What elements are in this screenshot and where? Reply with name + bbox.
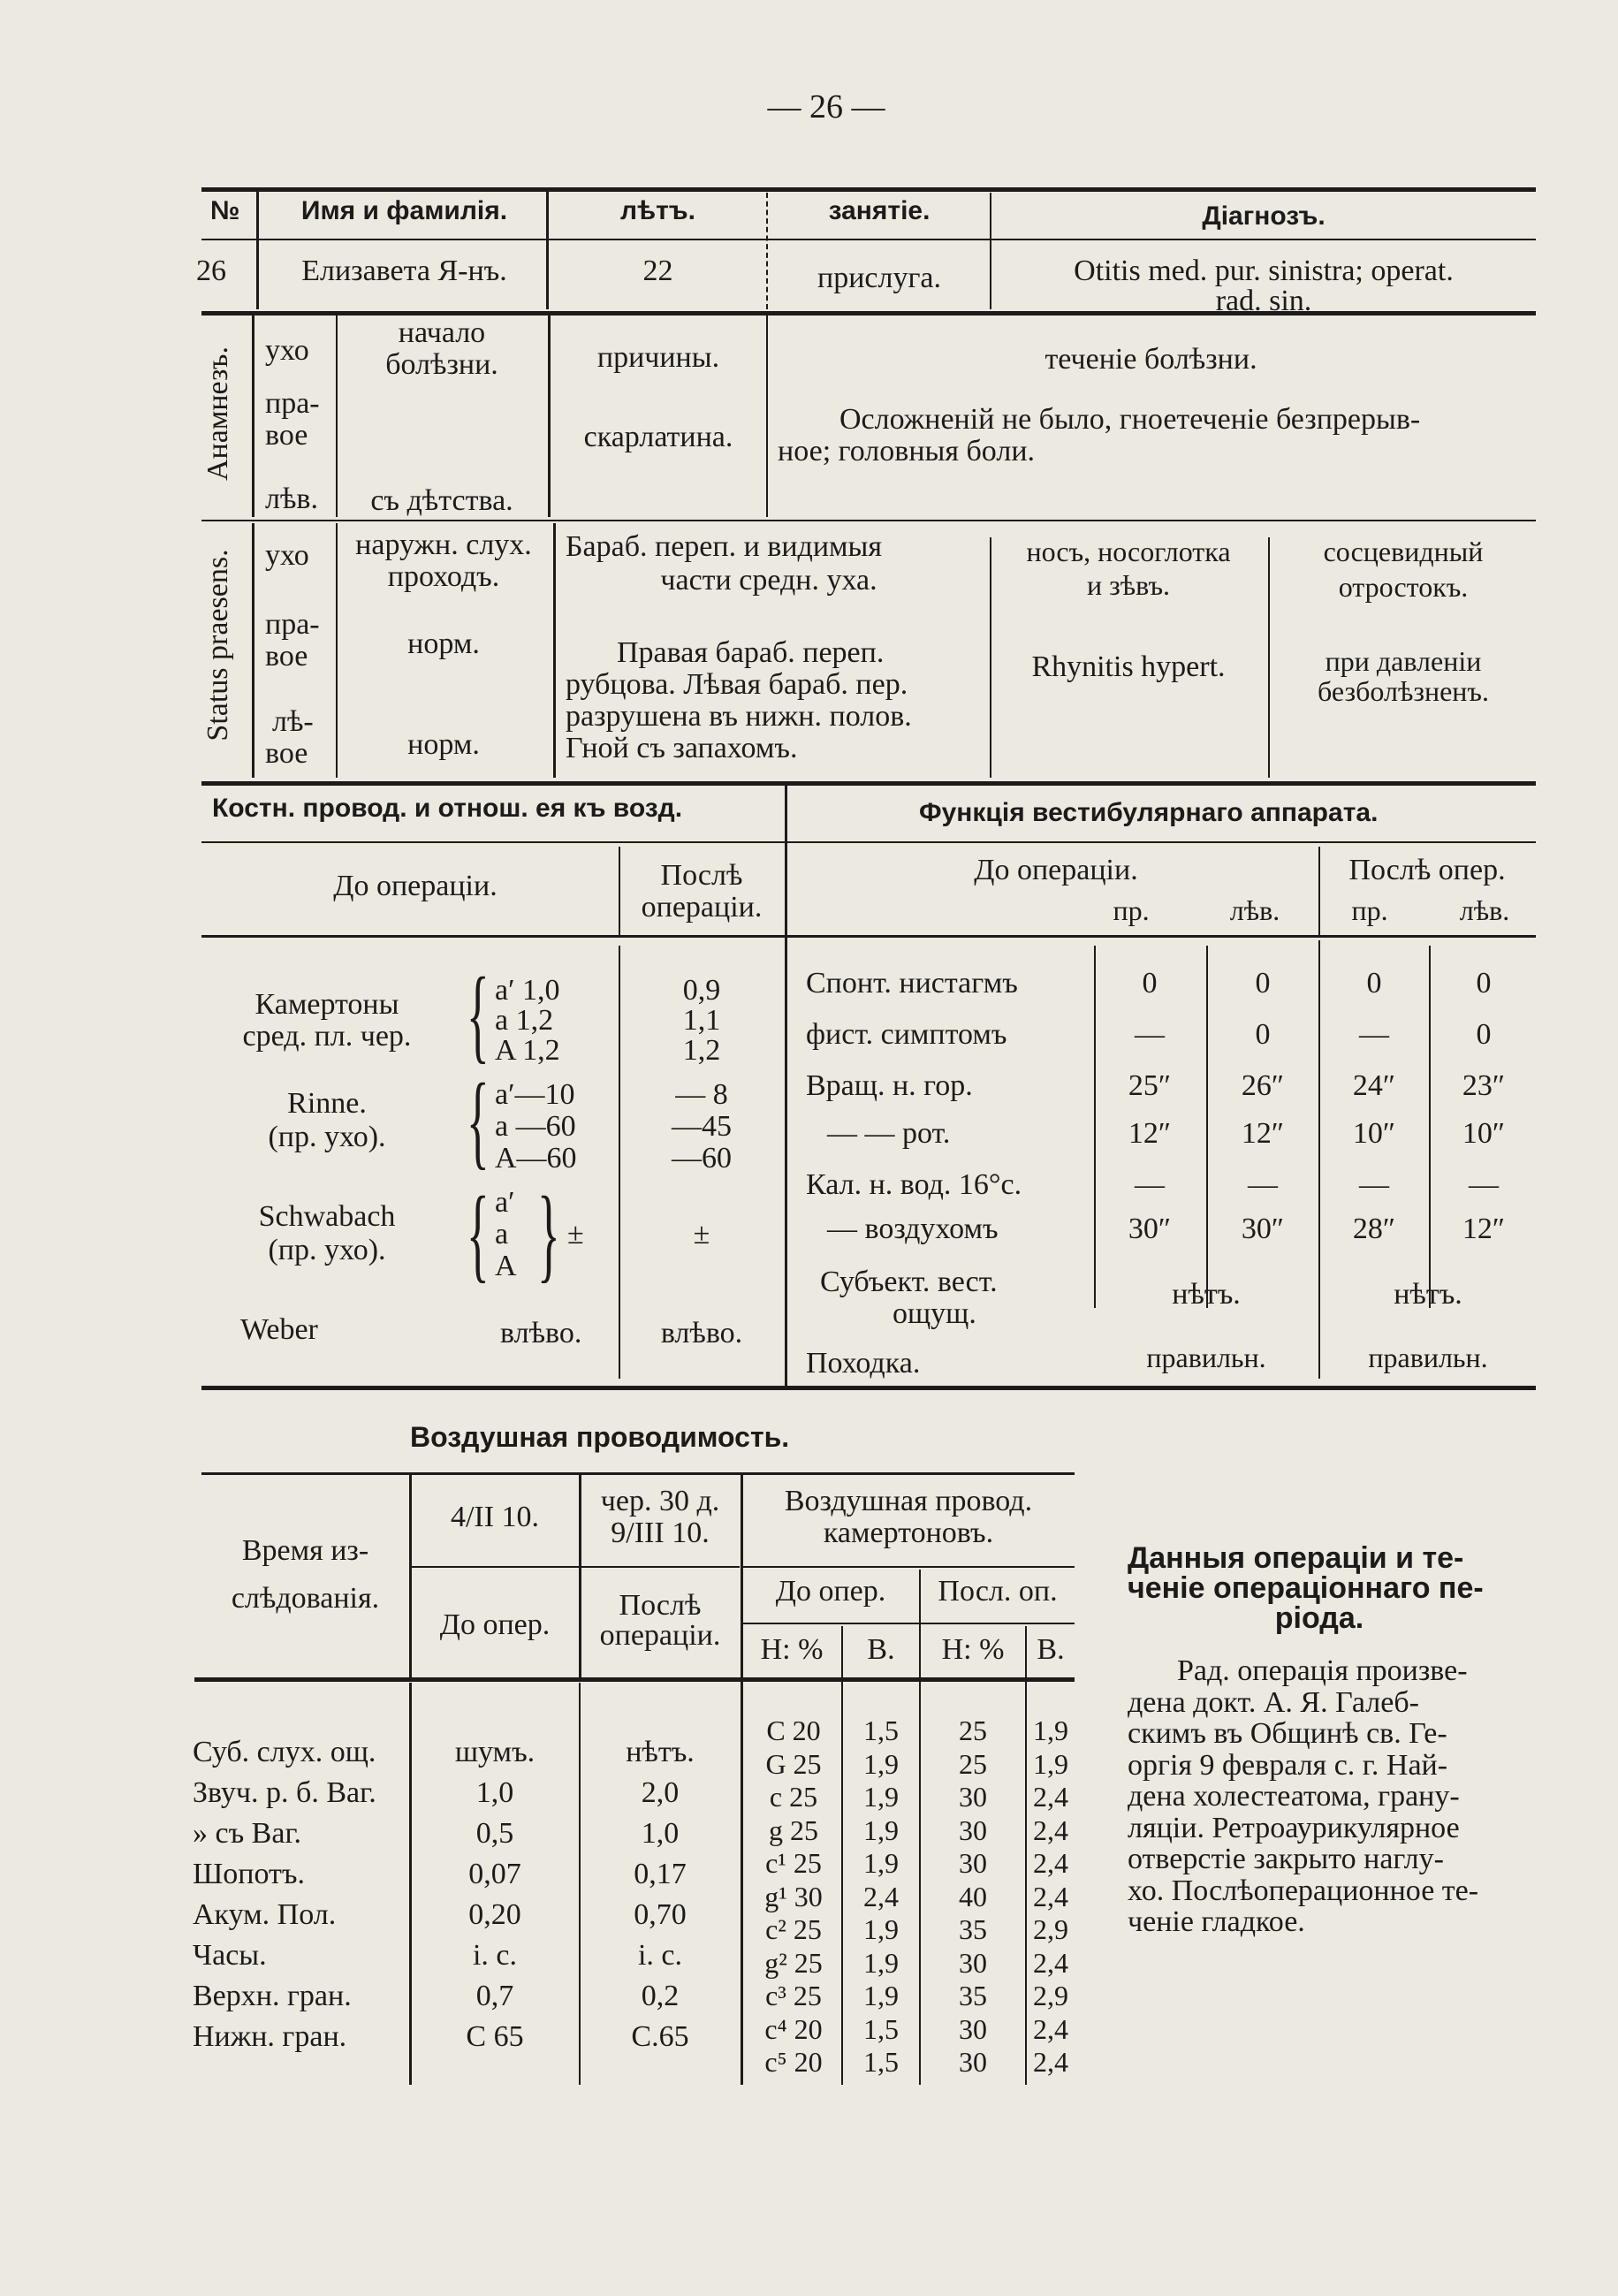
air-row-before: C 65 xyxy=(466,2020,524,2053)
vestibular-value: 25″ xyxy=(1128,1069,1172,1102)
fork-cell: 2,4 xyxy=(863,1881,899,1912)
air-fork-after: Посл. оп. xyxy=(938,1575,1058,1608)
vestibular-value: 10″ xyxy=(1352,1117,1396,1150)
table-rule xyxy=(194,1677,1075,1682)
schwabach-before: ± xyxy=(567,1218,584,1251)
tuning-after: 1,1 xyxy=(682,1004,721,1037)
fork-cell: 2,4 xyxy=(1033,1881,1068,1912)
fork-cell: 30 xyxy=(959,2046,987,2078)
vestibular-value: — xyxy=(1135,1168,1165,1201)
vestibular-value: 12″ xyxy=(1462,1213,1506,1245)
air-b-after: B. xyxy=(1037,1633,1065,1666)
anamnesis-course-2: ное; головныя боли. xyxy=(778,435,1036,468)
status-canal-left: норм. xyxy=(407,728,480,761)
bone-before: До операціи. xyxy=(333,870,498,902)
table-rule xyxy=(546,187,549,309)
table-rule xyxy=(201,1472,1075,1475)
status-nose-2: и зѣвъ. xyxy=(1087,569,1170,601)
air-row-after: нѣтъ. xyxy=(626,1736,695,1768)
patient-num: 26 xyxy=(196,255,226,287)
anamnesis-label: Анамнезъ. xyxy=(201,346,234,481)
operation-text-line: хо. Послѣоперационное те- xyxy=(1128,1874,1479,1907)
air-h-pct-before: H: % xyxy=(760,1633,824,1666)
fork-cell: 2,4 xyxy=(1033,1814,1068,1846)
air-row-label: Суб. слух. ощ. xyxy=(193,1736,376,1768)
schwabach-key: a xyxy=(495,1218,509,1251)
vestibular-before-right: пр. xyxy=(1113,894,1150,926)
air-row-after: i. c. xyxy=(637,1939,683,1972)
air-after-op-1: Послѣ xyxy=(619,1589,702,1622)
table-rule xyxy=(252,523,254,778)
air-time-2: слѣдованія. xyxy=(231,1582,380,1615)
status-left-1: лѣ- xyxy=(272,705,314,738)
status-canal-2: проходъ. xyxy=(387,560,500,593)
rinne-label-2: (пр. ухо). xyxy=(268,1121,386,1153)
tuning-after: 1,2 xyxy=(682,1034,721,1067)
air-h-pct-after: H: % xyxy=(941,1633,1005,1666)
table-rule xyxy=(742,1623,1075,1624)
bone-after-2: операціи. xyxy=(641,891,763,924)
vestibular-value: 0 xyxy=(1476,1018,1492,1051)
vestibular-row-label: — воздухомъ xyxy=(827,1213,999,1245)
fork-cell: 1,5 xyxy=(863,2013,899,2045)
air-row-label: » съ Ваг. xyxy=(193,1817,302,1850)
anamnesis-onset-value: съ дѣтства. xyxy=(370,484,513,517)
operation-text-line: дена докт. А. Я. Галеб- xyxy=(1128,1685,1419,1719)
vestibular-value: 0 xyxy=(1142,967,1158,1000)
status-drum-value-2: рубцова. Лѣвая бараб. пер. xyxy=(566,668,908,701)
air-row-before: 0,5 xyxy=(475,1817,514,1850)
table-rule xyxy=(1206,946,1208,1308)
fork-cell: 1,9 xyxy=(863,1947,899,1979)
patient-occupation: прислуга. xyxy=(817,262,941,294)
operation-title-2: ченіе операціоннаго пе- xyxy=(1128,1571,1484,1605)
gait-before: правильн. xyxy=(1146,1342,1266,1373)
air-fork-before: До опер. xyxy=(775,1575,886,1608)
table-rule xyxy=(336,314,338,517)
air-row-label: Звуч. р. б. Ваг. xyxy=(193,1776,376,1809)
vestibular-value: 0 xyxy=(1255,967,1271,1000)
vestibular-value: — xyxy=(1359,1168,1389,1201)
air-row-after: 0,2 xyxy=(641,1980,680,2012)
table-rule xyxy=(256,187,259,309)
operation-title-3: ріода. xyxy=(1274,1601,1364,1635)
table-rule xyxy=(766,314,768,517)
fork-cell: 30 xyxy=(959,1847,987,1879)
fork-cell: c³ 25 xyxy=(765,1980,822,2011)
vestibular-row-label: фист. симптомъ xyxy=(806,1018,1007,1051)
bone-after-1: Послѣ xyxy=(660,859,743,892)
fork-cell: G 25 xyxy=(765,1748,822,1780)
patient-diagnosis-2: rad. sin. xyxy=(1215,285,1312,317)
status-label: Status praesens. xyxy=(201,549,234,741)
table-rule xyxy=(1429,946,1431,1308)
vestibular-after: Послѣ опер. xyxy=(1348,854,1506,886)
vestibular-value: — xyxy=(1135,1018,1165,1051)
air-time-1: Время из- xyxy=(241,1534,369,1567)
fork-cell: c² 25 xyxy=(765,1913,822,1945)
rinne-after: —45 xyxy=(672,1110,732,1143)
table-rule xyxy=(201,239,1536,240)
fork-cell: g¹ 30 xyxy=(764,1881,823,1912)
rinne-key: A—60 xyxy=(495,1142,577,1175)
fork-cell: 1,9 xyxy=(1033,1714,1068,1746)
status-right-2: вое xyxy=(265,640,308,673)
header-age: лѣтъ. xyxy=(619,196,696,225)
vestibular-value: 10″ xyxy=(1462,1117,1506,1150)
vestibular-value: 12″ xyxy=(1128,1117,1172,1150)
operation-text-line: Рад. операція произве- xyxy=(1177,1654,1468,1687)
fork-cell: 2,4 xyxy=(1033,2013,1068,2045)
header-num: № xyxy=(210,196,240,225)
fork-cell: c¹ 25 xyxy=(765,1847,822,1879)
vestibular-value: 28″ xyxy=(1352,1213,1396,1245)
air-date-1: 4/II 10. xyxy=(450,1501,540,1533)
operation-text-line: оргія 9 февраля с. г. Най- xyxy=(1128,1748,1448,1782)
status-drum-value-3: разрушена въ нижн. полов. xyxy=(566,700,912,733)
fork-cell: 2,4 xyxy=(1033,1947,1068,1979)
fork-cell: 2,4 xyxy=(1033,1847,1068,1879)
fork-cell: 2,9 xyxy=(1033,1913,1068,1945)
fork-cell: 2,4 xyxy=(1033,2046,1068,2078)
vestibular-value: 30″ xyxy=(1128,1213,1172,1245)
status-mastoid-2: отростокъ. xyxy=(1338,571,1469,603)
fork-cell: c⁴ 20 xyxy=(764,2013,823,2045)
air-date-2-1: чер. 30 д. xyxy=(600,1485,720,1517)
weber-before: влѣво. xyxy=(500,1317,582,1349)
tuning-label-2: сред. пл. чер. xyxy=(242,1020,412,1053)
air-row-after: 0,70 xyxy=(634,1898,687,1931)
vestibular-value: 0 xyxy=(1476,967,1492,1000)
vestibular-row-label: Кал. н. вод. 16°c. xyxy=(806,1168,1022,1201)
tuning-key: A 1,2 xyxy=(495,1034,560,1067)
schwabach-key: a′ xyxy=(495,1186,515,1219)
fork-cell: 35 xyxy=(959,1980,987,2011)
air-after-op-2: операціи. xyxy=(599,1619,721,1652)
status-nose-1: носъ, носоглотка xyxy=(1026,536,1231,567)
header-diagnosis: Діагнозъ. xyxy=(1202,201,1326,231)
table-rule xyxy=(553,523,556,778)
fork-cell: g² 25 xyxy=(764,1947,823,1979)
fork-cell: 35 xyxy=(959,1913,987,1945)
status-drum-2: части средн. уха. xyxy=(660,564,877,597)
tuning-label-1: Камертоны xyxy=(254,988,399,1021)
rinne-key: a —60 xyxy=(495,1110,576,1143)
subjective-before: нѣтъ. xyxy=(1172,1278,1241,1311)
air-row-before: 0,7 xyxy=(475,1980,514,2012)
fork-cell: 30 xyxy=(959,1781,987,1813)
subjective-label-1: Субъект. вест. xyxy=(820,1266,998,1298)
fork-cell: 1,9 xyxy=(863,1913,899,1945)
operation-title-1: Данныя операціи и те- xyxy=(1128,1541,1464,1575)
status-mastoid-1: сосцевидный xyxy=(1323,536,1484,567)
fork-cell: C 20 xyxy=(766,1714,821,1746)
air-row-label: Верхн. гран. xyxy=(193,1980,352,2012)
tuning-after: 0,9 xyxy=(682,974,721,1007)
table-rule xyxy=(1318,940,1320,1379)
vestibular-value: — xyxy=(1469,1168,1499,1201)
fork-cell: 40 xyxy=(959,1881,987,1912)
status-drum-value-1: Правая бараб. переп. xyxy=(617,636,885,669)
vestibular-before-left: лѣв. xyxy=(1229,894,1280,926)
table-rule xyxy=(201,187,1536,192)
fork-cell: 1,9 xyxy=(863,1847,899,1879)
air-row-before: 1,0 xyxy=(475,1776,514,1809)
subjective-after: нѣтъ. xyxy=(1394,1278,1462,1311)
status-canal-1: наружн. слух. xyxy=(355,528,532,561)
fork-cell: g 25 xyxy=(769,1814,818,1846)
air-row-after: 0,17 xyxy=(634,1858,687,1890)
vestibular-value: — xyxy=(1248,1168,1278,1201)
brace: { xyxy=(466,1175,490,1292)
fork-cell: 30 xyxy=(959,1814,987,1846)
vestibular-after-right: пр. xyxy=(1351,894,1388,926)
table-rule xyxy=(252,314,254,517)
bone-title: Костн. провод. и отнош. ея къ возд. xyxy=(212,794,683,823)
gait-after: правильн. xyxy=(1368,1342,1488,1373)
table-rule xyxy=(201,841,1536,843)
patient-age: 22 xyxy=(642,255,673,287)
fork-cell: 30 xyxy=(959,1947,987,1979)
fork-cell: 1,9 xyxy=(863,1814,899,1846)
table-rule xyxy=(581,1566,740,1568)
air-row-before: шумъ. xyxy=(454,1736,536,1768)
fork-cell: 2,4 xyxy=(1033,1781,1068,1813)
schwabach-label-1: Schwabach xyxy=(258,1200,396,1233)
anamnesis-ear: ухо xyxy=(265,334,309,367)
brace: { xyxy=(466,955,490,1073)
vestibular-row-label: Спонт. нистагмъ xyxy=(806,967,1018,1000)
vestibular-value: 30″ xyxy=(1241,1213,1285,1245)
gait-label: Походка. xyxy=(806,1347,921,1380)
table-rule xyxy=(411,1566,579,1568)
status-right-1: пра- xyxy=(265,608,320,641)
status-drum-value-4: Гной съ запахомъ. xyxy=(566,732,798,764)
table-rule xyxy=(201,781,1536,786)
status-left-2: вое xyxy=(265,737,308,770)
anamnesis-right-1: пра- xyxy=(265,387,320,420)
fork-cell: 25 xyxy=(959,1748,987,1780)
table-rule xyxy=(201,935,1536,938)
air-row-label: Шопотъ. xyxy=(193,1858,305,1890)
fork-cell: c 25 xyxy=(769,1781,818,1813)
air-row-before: i. c. xyxy=(472,1939,518,1972)
weber-label: Weber xyxy=(240,1313,318,1346)
operation-text-line: ченіе гладкое. xyxy=(1128,1905,1305,1938)
vestibular-value: 12″ xyxy=(1241,1117,1285,1150)
air-title: Воздушная проводимость. xyxy=(410,1421,790,1453)
table-rule xyxy=(1318,847,1320,935)
air-row-label: Часы. xyxy=(193,1939,267,1972)
status-mastoid-value-2: безболѣзненъ. xyxy=(1318,675,1489,707)
tuning-key: a 1,2 xyxy=(495,1004,554,1037)
air-row-before: 0,20 xyxy=(468,1898,521,1931)
weber-after: влѣво. xyxy=(660,1317,743,1349)
anamnesis-cause-value: скарлатина. xyxy=(583,421,733,453)
vestibular-row-label: — — рот. xyxy=(827,1117,951,1150)
fork-cell: 1,9 xyxy=(863,1781,899,1813)
air-row-after: 2,0 xyxy=(641,1776,680,1809)
table-rule xyxy=(201,520,1536,521)
table-rule xyxy=(1268,537,1270,778)
air-b-before: B. xyxy=(867,1633,895,1666)
fork-cell: 2,9 xyxy=(1033,1980,1068,2011)
anamnesis-left: лѣв. xyxy=(265,483,318,515)
table-rule xyxy=(742,1566,1075,1568)
anamnesis-course-1: Осложненій не было, гноетеченіе безпрерыв- xyxy=(839,403,1421,436)
subjective-label-2: ощущ. xyxy=(893,1297,976,1330)
brace: { xyxy=(466,1061,490,1179)
brace-close: } xyxy=(536,1175,560,1292)
operation-text-line: ляціи. Ретроаурикулярное xyxy=(1128,1811,1460,1844)
air-row-after: C.65 xyxy=(631,2020,689,2053)
operation-text-line: отверстіе закрыто наглу- xyxy=(1128,1843,1444,1875)
fork-cell: 1,9 xyxy=(1033,1748,1068,1780)
rinne-label-1: Rinne. xyxy=(287,1087,367,1120)
air-row-label: Акум. Пол. xyxy=(193,1898,337,1931)
patient-diagnosis-1: Otitis med. pur. sinistra; operat. xyxy=(1074,255,1454,287)
rinne-after: — 8 xyxy=(675,1078,728,1111)
fork-cell: 1,9 xyxy=(863,1748,899,1780)
vestibular-before: До операціи. xyxy=(974,854,1138,886)
rinne-after: —60 xyxy=(672,1142,732,1175)
tuning-key: a′ 1,0 xyxy=(495,974,560,1007)
vestibular-value: — xyxy=(1359,1018,1389,1051)
vestibular-value: 23″ xyxy=(1462,1069,1506,1102)
vestibular-after-left: лѣв. xyxy=(1459,894,1510,926)
rinne-key: a′—10 xyxy=(495,1078,575,1111)
vestibular-value: 26″ xyxy=(1241,1069,1285,1102)
air-fork-2: камертоновъ. xyxy=(823,1517,994,1549)
table-rule xyxy=(785,785,787,1387)
vestibular-title: Функція вестибулярнаго аппарата. xyxy=(919,798,1379,827)
table-rule xyxy=(548,314,551,517)
vestibular-value: 0 xyxy=(1366,967,1382,1000)
status-canal-right: норм. xyxy=(407,627,480,660)
table-rule xyxy=(201,1386,1536,1390)
fork-cell: 1,5 xyxy=(863,2046,899,2078)
table-rule xyxy=(990,193,991,309)
vestibular-row-label: Вращ. н. гор. xyxy=(806,1069,973,1102)
status-drum-1: Бараб. переп. и видимыя xyxy=(566,530,883,563)
air-before-op: До опер. xyxy=(439,1608,551,1641)
fork-cell: c⁵ 20 xyxy=(764,2046,823,2078)
operation-text-line: скимъ въ Общинѣ св. Ге- xyxy=(1128,1717,1447,1750)
schwabach-label-2: (пр. ухо). xyxy=(268,1234,386,1266)
anamnesis-cause: причины. xyxy=(596,341,720,374)
vestibular-value: 0 xyxy=(1255,1018,1271,1051)
anamnesis-right-2: вое xyxy=(265,419,308,452)
anamnesis-course: теченіе болѣзни. xyxy=(1044,343,1257,376)
air-row-after: 1,0 xyxy=(641,1817,680,1850)
operation-text-line: дена холестеатома, грану- xyxy=(1128,1780,1460,1813)
table-rule xyxy=(201,311,1536,316)
header-occupation: занятіе. xyxy=(828,196,931,225)
fork-cell: 25 xyxy=(959,1714,987,1746)
vestibular-value: 24″ xyxy=(1352,1069,1396,1102)
status-nose-value: Rhynitis hypert. xyxy=(1031,650,1226,683)
page-number: — 26 — xyxy=(767,88,885,125)
schwabach-after: ± xyxy=(693,1218,710,1251)
table-rule xyxy=(766,193,768,309)
header-name: Имя и фамилія. xyxy=(300,196,508,225)
air-date-2-2: 9/III 10. xyxy=(611,1517,710,1549)
fork-cell: 1,5 xyxy=(863,1714,899,1746)
anamnesis-onset-2: болѣзни. xyxy=(385,348,498,381)
anamnesis-onset-1: начало xyxy=(398,316,486,349)
schwabach-key: A xyxy=(495,1250,517,1282)
air-row-label: Нижн. гран. xyxy=(193,2020,347,2053)
fork-cell: 30 xyxy=(959,2013,987,2045)
air-row-before: 0,07 xyxy=(468,1858,521,1890)
air-fork-1: Воздушная провод. xyxy=(784,1485,1033,1517)
fork-cell: 1,9 xyxy=(863,1980,899,2011)
status-ear: ухо xyxy=(265,539,309,572)
patient-name: Елизавета Я-нъ. xyxy=(301,255,507,287)
status-mastoid-value-1: при давленіи xyxy=(1325,645,1482,677)
